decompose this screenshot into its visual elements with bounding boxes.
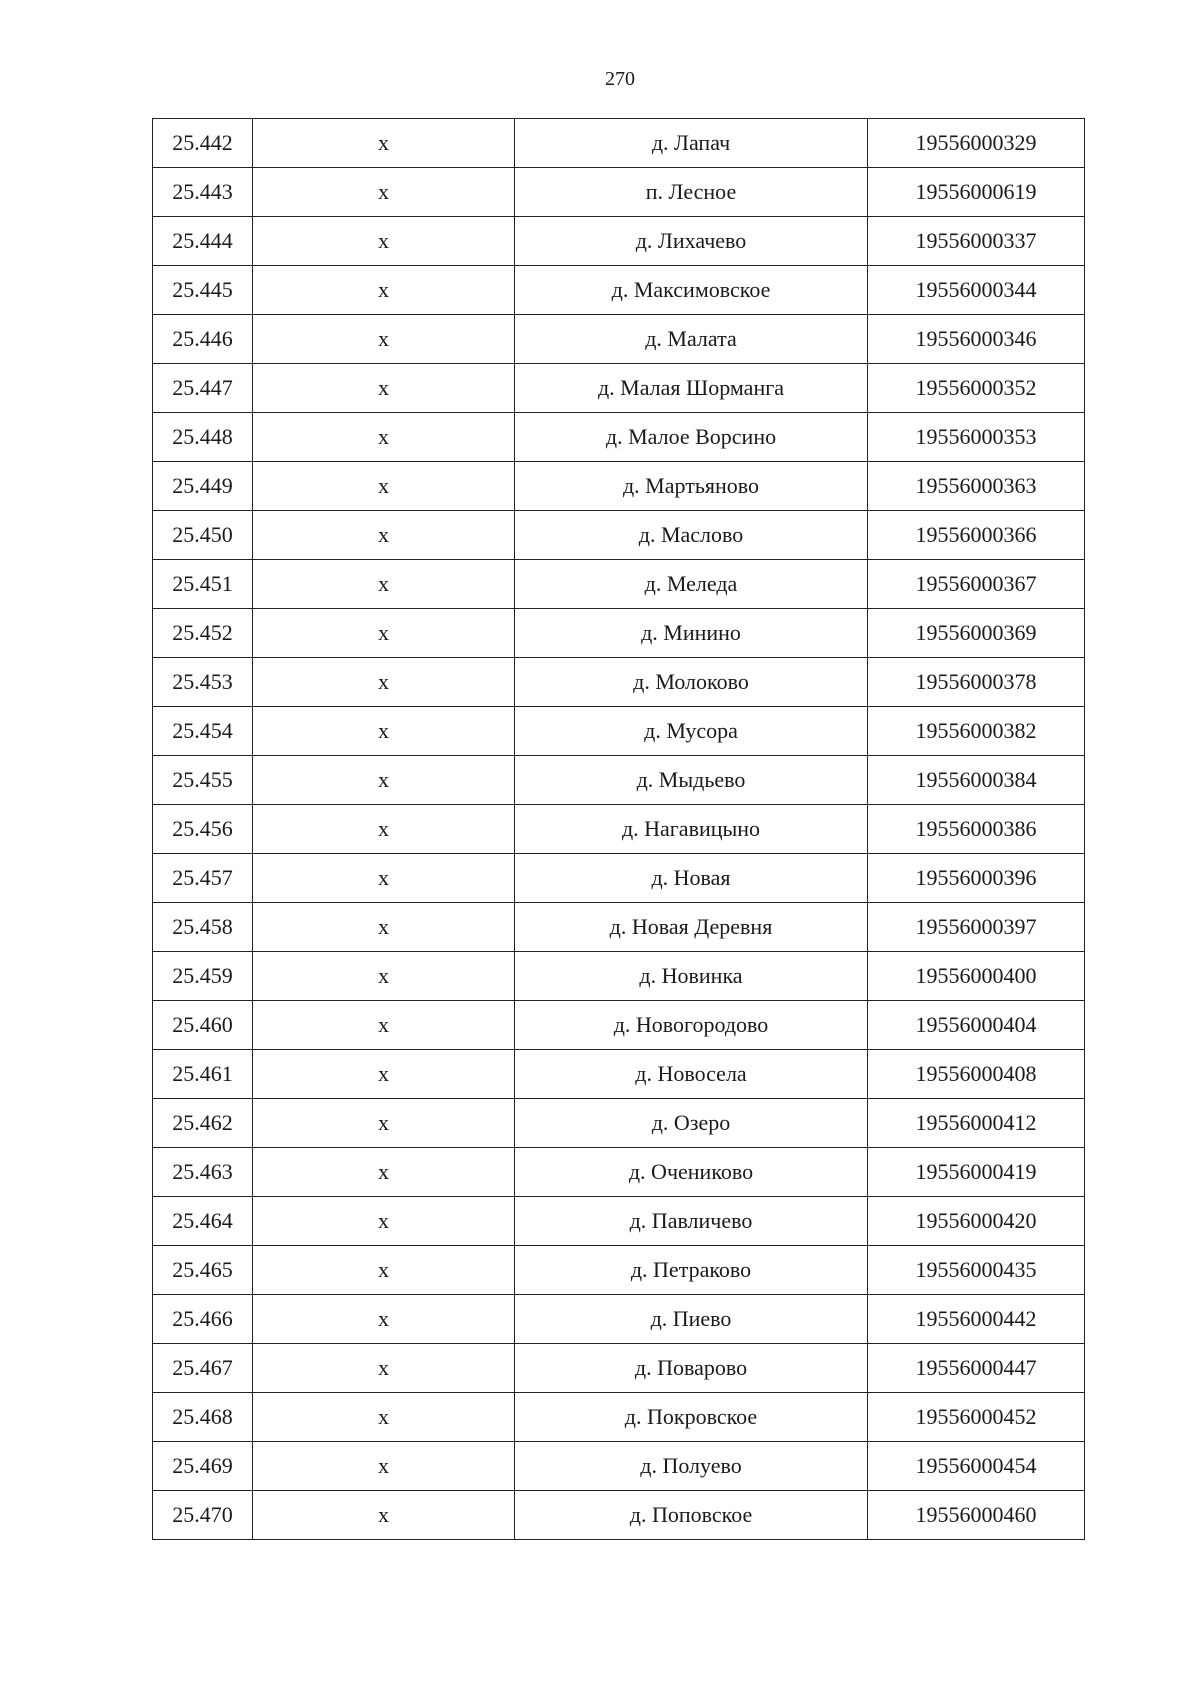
table-row bbox=[153, 1099, 1085, 1148]
table-row bbox=[153, 1295, 1085, 1344]
settlement-name-cell: д. Мартьяново bbox=[515, 462, 868, 511]
settlement-name-cell: д. Лихачево bbox=[515, 217, 868, 266]
table-row bbox=[153, 560, 1085, 609]
settlement-name-cell: д. Новинка bbox=[515, 952, 868, 1001]
mark-cell: х bbox=[253, 1099, 515, 1148]
mark-cell: х bbox=[253, 511, 515, 560]
row-number-cell: 25.462 bbox=[153, 1099, 253, 1148]
settlement-name-cell: д. Молоково bbox=[515, 658, 868, 707]
mark-cell: х bbox=[253, 560, 515, 609]
table-row bbox=[153, 658, 1085, 707]
settlement-name-cell: д. Малая Шорманга bbox=[515, 364, 868, 413]
settlement-name-cell: д. Петраково bbox=[515, 1246, 868, 1295]
mark-cell: х bbox=[253, 168, 515, 217]
settlement-name-cell: д. Поповское bbox=[515, 1491, 868, 1540]
mark-cell: х bbox=[253, 364, 515, 413]
row-number-cell: 25.442 bbox=[153, 119, 253, 168]
oktmo-code-cell: 19556000412 bbox=[868, 1099, 1085, 1148]
mark-cell: х bbox=[253, 1148, 515, 1197]
table-row bbox=[153, 1246, 1085, 1295]
oktmo-code-cell: 19556000420 bbox=[868, 1197, 1085, 1246]
oktmo-code-cell: 19556000452 bbox=[868, 1393, 1085, 1442]
settlement-name-cell: д. Меледа bbox=[515, 560, 868, 609]
row-number-cell: 25.443 bbox=[153, 168, 253, 217]
table-row bbox=[153, 1050, 1085, 1099]
settlement-name-cell: д. Минино bbox=[515, 609, 868, 658]
settlement-name-cell: д. Максимовское bbox=[515, 266, 868, 315]
settlement-name-cell: д. Малое Ворсино bbox=[515, 413, 868, 462]
mark-cell: х bbox=[253, 1197, 515, 1246]
mark-cell: х bbox=[253, 756, 515, 805]
oktmo-code-cell: 19556000404 bbox=[868, 1001, 1085, 1050]
table-row bbox=[153, 315, 1085, 364]
oktmo-code-cell: 19556000352 bbox=[868, 364, 1085, 413]
settlements-table bbox=[152, 118, 1085, 1540]
table-row bbox=[153, 1148, 1085, 1197]
row-number-cell: 25.464 bbox=[153, 1197, 253, 1246]
oktmo-code-cell: 19556000396 bbox=[868, 854, 1085, 903]
settlement-name-cell: д. Покровское bbox=[515, 1393, 868, 1442]
oktmo-code-cell: 19556000337 bbox=[868, 217, 1085, 266]
table-row bbox=[153, 903, 1085, 952]
mark-cell: х bbox=[253, 1442, 515, 1491]
settlement-name-cell: д. Мыдьево bbox=[515, 756, 868, 805]
oktmo-code-cell: 19556000435 bbox=[868, 1246, 1085, 1295]
settlement-name-cell: д. Мусора bbox=[515, 707, 868, 756]
table-row bbox=[153, 1393, 1085, 1442]
row-number-cell: 25.466 bbox=[153, 1295, 253, 1344]
oktmo-code-cell: 19556000460 bbox=[868, 1491, 1085, 1540]
row-number-cell: 25.469 bbox=[153, 1442, 253, 1491]
row-number-cell: 25.448 bbox=[153, 413, 253, 462]
mark-cell: х bbox=[253, 903, 515, 952]
row-number-cell: 25.463 bbox=[153, 1148, 253, 1197]
mark-cell: х bbox=[253, 413, 515, 462]
oktmo-code-cell: 19556000384 bbox=[868, 756, 1085, 805]
table-row bbox=[153, 1491, 1085, 1540]
row-number-cell: 25.455 bbox=[153, 756, 253, 805]
oktmo-code-cell: 19556000367 bbox=[868, 560, 1085, 609]
settlement-name-cell: д. Малата bbox=[515, 315, 868, 364]
oktmo-code-cell: 19556000447 bbox=[868, 1344, 1085, 1393]
settlement-name-cell: д. Лапач bbox=[515, 119, 868, 168]
mark-cell: х bbox=[253, 952, 515, 1001]
row-number-cell: 25.447 bbox=[153, 364, 253, 413]
oktmo-code-cell: 19556000353 bbox=[868, 413, 1085, 462]
table-row bbox=[153, 707, 1085, 756]
table-row bbox=[153, 756, 1085, 805]
row-number-cell: 25.449 bbox=[153, 462, 253, 511]
row-number-cell: 25.450 bbox=[153, 511, 253, 560]
row-number-cell: 25.470 bbox=[153, 1491, 253, 1540]
mark-cell: х bbox=[253, 1491, 515, 1540]
row-number-cell: 25.461 bbox=[153, 1050, 253, 1099]
table-row bbox=[153, 1001, 1085, 1050]
row-number-cell: 25.457 bbox=[153, 854, 253, 903]
oktmo-code-cell: 19556000366 bbox=[868, 511, 1085, 560]
oktmo-code-cell: 19556000442 bbox=[868, 1295, 1085, 1344]
mark-cell: х bbox=[253, 266, 515, 315]
settlement-name-cell: п. Лесное bbox=[515, 168, 868, 217]
row-number-cell: 25.454 bbox=[153, 707, 253, 756]
mark-cell: х bbox=[253, 462, 515, 511]
row-number-cell: 25.460 bbox=[153, 1001, 253, 1050]
mark-cell: х bbox=[253, 658, 515, 707]
table-row bbox=[153, 952, 1085, 1001]
table-row bbox=[153, 217, 1085, 266]
row-number-cell: 25.446 bbox=[153, 315, 253, 364]
mark-cell: х bbox=[253, 217, 515, 266]
oktmo-code-cell: 19556000408 bbox=[868, 1050, 1085, 1099]
mark-cell: х bbox=[253, 1050, 515, 1099]
table-row bbox=[153, 364, 1085, 413]
settlement-name-cell: д. Новосела bbox=[515, 1050, 868, 1099]
mark-cell: х bbox=[253, 1001, 515, 1050]
oktmo-code-cell: 19556000386 bbox=[868, 805, 1085, 854]
oktmo-code-cell: 19556000382 bbox=[868, 707, 1085, 756]
mark-cell: х bbox=[253, 315, 515, 364]
row-number-cell: 25.456 bbox=[153, 805, 253, 854]
row-number-cell: 25.444 bbox=[153, 217, 253, 266]
oktmo-code-cell: 19556000369 bbox=[868, 609, 1085, 658]
mark-cell: х bbox=[253, 1295, 515, 1344]
row-number-cell: 25.445 bbox=[153, 266, 253, 315]
settlement-name-cell: д. Павличево bbox=[515, 1197, 868, 1246]
table-row bbox=[153, 1442, 1085, 1491]
mark-cell: х bbox=[253, 1344, 515, 1393]
table-row bbox=[153, 462, 1085, 511]
settlement-name-cell: д. Маслово bbox=[515, 511, 868, 560]
page-number: 270 bbox=[605, 68, 635, 90]
mark-cell: х bbox=[253, 805, 515, 854]
mark-cell: х bbox=[253, 1393, 515, 1442]
mark-cell: х bbox=[253, 609, 515, 658]
table-row bbox=[153, 1344, 1085, 1393]
table-row bbox=[153, 413, 1085, 462]
row-number-cell: 25.452 bbox=[153, 609, 253, 658]
settlement-name-cell: д. Очениково bbox=[515, 1148, 868, 1197]
oktmo-code-cell: 19556000363 bbox=[868, 462, 1085, 511]
settlement-name-cell: д. Озеро bbox=[515, 1099, 868, 1148]
mark-cell: х bbox=[253, 119, 515, 168]
row-number-cell: 25.453 bbox=[153, 658, 253, 707]
settlement-name-cell: д. Новая Деревня bbox=[515, 903, 868, 952]
row-number-cell: 25.459 bbox=[153, 952, 253, 1001]
oktmo-code-cell: 19556000400 bbox=[868, 952, 1085, 1001]
table-row bbox=[153, 266, 1085, 315]
oktmo-code-cell: 19556000378 bbox=[868, 658, 1085, 707]
row-number-cell: 25.465 bbox=[153, 1246, 253, 1295]
settlement-name-cell: д. Полуево bbox=[515, 1442, 868, 1491]
mark-cell: х bbox=[253, 1246, 515, 1295]
mark-cell: х bbox=[253, 854, 515, 903]
oktmo-code-cell: 19556000344 bbox=[868, 266, 1085, 315]
table-row bbox=[153, 609, 1085, 658]
row-number-cell: 25.451 bbox=[153, 560, 253, 609]
table-row bbox=[153, 854, 1085, 903]
settlement-name-cell: д. Новогородово bbox=[515, 1001, 868, 1050]
oktmo-code-cell: 19556000397 bbox=[868, 903, 1085, 952]
oktmo-code-cell: 19556000329 bbox=[868, 119, 1085, 168]
table-row bbox=[153, 511, 1085, 560]
settlement-name-cell: д. Пиево bbox=[515, 1295, 868, 1344]
row-number-cell: 25.467 bbox=[153, 1344, 253, 1393]
table-row bbox=[153, 1197, 1085, 1246]
settlement-name-cell: д. Поварово bbox=[515, 1344, 868, 1393]
table-row bbox=[153, 168, 1085, 217]
settlement-name-cell: д. Нагавицыно bbox=[515, 805, 868, 854]
row-number-cell: 25.468 bbox=[153, 1393, 253, 1442]
mark-cell: х bbox=[253, 707, 515, 756]
oktmo-code-cell: 19556000454 bbox=[868, 1442, 1085, 1491]
oktmo-code-cell: 19556000619 bbox=[868, 168, 1085, 217]
oktmo-code-cell: 19556000419 bbox=[868, 1148, 1085, 1197]
settlement-name-cell: д. Новая bbox=[515, 854, 868, 903]
table-row bbox=[153, 805, 1085, 854]
table-row bbox=[153, 119, 1085, 168]
oktmo-code-cell: 19556000346 bbox=[868, 315, 1085, 364]
table-body bbox=[153, 119, 1085, 1540]
row-number-cell: 25.458 bbox=[153, 903, 253, 952]
